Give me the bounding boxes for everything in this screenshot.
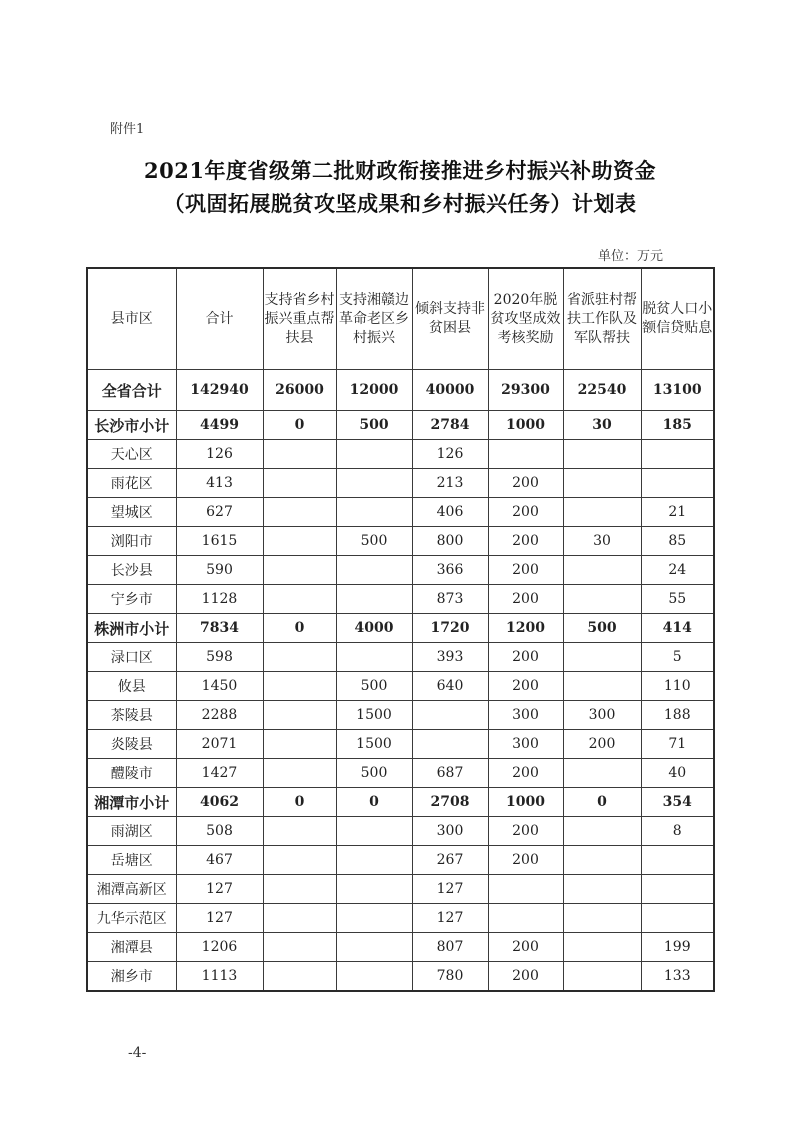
value-cell bbox=[563, 846, 641, 875]
value-cell bbox=[336, 904, 412, 933]
value-cell: 807 bbox=[412, 933, 488, 962]
value-cell bbox=[563, 556, 641, 585]
total-row bbox=[87, 370, 714, 411]
value-cell bbox=[412, 701, 488, 730]
value-cell bbox=[263, 904, 336, 933]
value-cell: 200 bbox=[488, 759, 563, 788]
value-cell bbox=[336, 933, 412, 962]
region-name-cell: 雨花区 bbox=[87, 469, 176, 498]
value-cell: 0 bbox=[336, 788, 412, 817]
value-cell: 40000 bbox=[412, 370, 488, 411]
value-cell: 0 bbox=[263, 411, 336, 440]
subtotal-row bbox=[87, 788, 714, 817]
value-cell bbox=[263, 962, 336, 992]
header-key-county-support: 支持省乡村振兴重点帮扶县 bbox=[263, 268, 336, 370]
value-cell bbox=[563, 759, 641, 788]
table-row bbox=[87, 962, 714, 992]
value-cell: 127 bbox=[412, 904, 488, 933]
value-cell bbox=[488, 904, 563, 933]
value-cell bbox=[563, 875, 641, 904]
value-cell: 354 bbox=[641, 788, 714, 817]
value-cell bbox=[336, 585, 412, 614]
value-cell bbox=[336, 846, 412, 875]
value-cell bbox=[336, 469, 412, 498]
value-cell: 200 bbox=[488, 556, 563, 585]
table-row bbox=[87, 440, 714, 469]
value-cell: 13100 bbox=[641, 370, 714, 411]
region-name-cell: 株洲市小计 bbox=[87, 614, 176, 643]
value-cell: 300 bbox=[412, 817, 488, 846]
value-cell bbox=[488, 440, 563, 469]
table-row bbox=[87, 875, 714, 904]
table-row bbox=[87, 701, 714, 730]
value-cell: 200 bbox=[488, 817, 563, 846]
value-cell bbox=[263, 875, 336, 904]
subtotal-row bbox=[87, 614, 714, 643]
value-cell: 71 bbox=[641, 730, 714, 759]
value-cell bbox=[336, 817, 412, 846]
value-cell: 590 bbox=[176, 556, 263, 585]
value-cell bbox=[263, 817, 336, 846]
value-cell: 12000 bbox=[336, 370, 412, 411]
table-row bbox=[87, 498, 714, 527]
value-cell: 8 bbox=[641, 817, 714, 846]
value-cell: 393 bbox=[412, 643, 488, 672]
value-cell bbox=[263, 730, 336, 759]
value-cell bbox=[336, 440, 412, 469]
value-cell bbox=[641, 469, 714, 498]
value-cell: 110 bbox=[641, 672, 714, 701]
value-cell: 55 bbox=[641, 585, 714, 614]
value-cell: 1000 bbox=[488, 411, 563, 440]
value-cell bbox=[263, 498, 336, 527]
region-name-cell: 茶陵县 bbox=[87, 701, 176, 730]
region-name-cell: 长沙县 bbox=[87, 556, 176, 585]
value-cell: 22540 bbox=[563, 370, 641, 411]
value-cell bbox=[263, 759, 336, 788]
header-county: 县市区 bbox=[87, 268, 176, 370]
value-cell bbox=[488, 875, 563, 904]
document-title-line1: 2021年度省级第二批财政衔接推进乡村振兴补助资金 bbox=[144, 158, 656, 183]
subtotal-row bbox=[87, 411, 714, 440]
region-name-cell: 望城区 bbox=[87, 498, 176, 527]
value-cell: 467 bbox=[176, 846, 263, 875]
value-cell: 24 bbox=[641, 556, 714, 585]
value-cell: 500 bbox=[336, 759, 412, 788]
value-cell bbox=[563, 962, 641, 992]
header-non-poor-county-support: 倾斜支持非贫困县 bbox=[412, 268, 488, 370]
header-total: 合计 bbox=[176, 268, 263, 370]
page-number: -4- bbox=[128, 1045, 147, 1061]
value-cell: 126 bbox=[176, 440, 263, 469]
table-row bbox=[87, 759, 714, 788]
value-cell: 21 bbox=[641, 498, 714, 527]
value-cell: 30 bbox=[563, 411, 641, 440]
value-cell: 2708 bbox=[412, 788, 488, 817]
value-cell bbox=[641, 904, 714, 933]
value-cell bbox=[263, 469, 336, 498]
value-cell: 29300 bbox=[488, 370, 563, 411]
value-cell bbox=[263, 672, 336, 701]
table-row bbox=[87, 585, 714, 614]
region-name-cell: 炎陵县 bbox=[87, 730, 176, 759]
value-cell bbox=[263, 527, 336, 556]
value-cell: 413 bbox=[176, 469, 263, 498]
value-cell: 1128 bbox=[176, 585, 263, 614]
value-cell: 687 bbox=[412, 759, 488, 788]
value-cell: 1206 bbox=[176, 933, 263, 962]
header-xianggan-revolutionary-area: 支持湘赣边革命老区乡村振兴 bbox=[336, 268, 412, 370]
value-cell: 200 bbox=[488, 933, 563, 962]
value-cell bbox=[563, 933, 641, 962]
table-row bbox=[87, 672, 714, 701]
value-cell bbox=[412, 730, 488, 759]
value-cell: 200 bbox=[488, 846, 563, 875]
value-cell: 1427 bbox=[176, 759, 263, 788]
attachment-label: 附件1 bbox=[110, 122, 145, 137]
value-cell: 200 bbox=[488, 962, 563, 992]
value-cell: 40 bbox=[641, 759, 714, 788]
funding-plan-table bbox=[86, 267, 715, 992]
value-cell: 200 bbox=[563, 730, 641, 759]
value-cell bbox=[641, 440, 714, 469]
value-cell: 4000 bbox=[336, 614, 412, 643]
value-cell bbox=[263, 701, 336, 730]
value-cell: 4062 bbox=[176, 788, 263, 817]
value-cell: 414 bbox=[641, 614, 714, 643]
value-cell: 300 bbox=[488, 730, 563, 759]
value-cell bbox=[641, 846, 714, 875]
value-cell bbox=[263, 440, 336, 469]
value-cell bbox=[336, 875, 412, 904]
table-body bbox=[87, 370, 714, 992]
value-cell: 640 bbox=[412, 672, 488, 701]
value-cell: 0 bbox=[263, 788, 336, 817]
value-cell: 500 bbox=[563, 614, 641, 643]
value-cell bbox=[563, 498, 641, 527]
table-row bbox=[87, 817, 714, 846]
value-cell: 185 bbox=[641, 411, 714, 440]
table-header-row bbox=[87, 268, 714, 370]
value-cell: 4499 bbox=[176, 411, 263, 440]
value-cell bbox=[641, 875, 714, 904]
table-row bbox=[87, 933, 714, 962]
region-name-cell: 攸县 bbox=[87, 672, 176, 701]
region-name-cell: 浏阳市 bbox=[87, 527, 176, 556]
value-cell: 800 bbox=[412, 527, 488, 556]
region-name-cell: 天心区 bbox=[87, 440, 176, 469]
value-cell bbox=[563, 817, 641, 846]
value-cell: 1113 bbox=[176, 962, 263, 992]
value-cell bbox=[336, 556, 412, 585]
value-cell: 366 bbox=[412, 556, 488, 585]
value-cell: 1500 bbox=[336, 701, 412, 730]
table-row bbox=[87, 846, 714, 875]
value-cell: 133 bbox=[641, 962, 714, 992]
value-cell: 200 bbox=[488, 527, 563, 556]
value-cell bbox=[563, 585, 641, 614]
value-cell: 200 bbox=[488, 585, 563, 614]
value-cell: 127 bbox=[176, 904, 263, 933]
value-cell: 0 bbox=[263, 614, 336, 643]
table-row bbox=[87, 904, 714, 933]
region-name-cell: 九华示范区 bbox=[87, 904, 176, 933]
table-row bbox=[87, 527, 714, 556]
region-name-cell: 醴陵市 bbox=[87, 759, 176, 788]
value-cell: 1200 bbox=[488, 614, 563, 643]
value-cell: 213 bbox=[412, 469, 488, 498]
value-cell: 127 bbox=[412, 875, 488, 904]
value-cell: 85 bbox=[641, 527, 714, 556]
value-cell: 1615 bbox=[176, 527, 263, 556]
header-village-work-team: 省派驻村帮扶工作队及军队帮扶 bbox=[563, 268, 641, 370]
region-name-cell: 长沙市小计 bbox=[87, 411, 176, 440]
value-cell: 508 bbox=[176, 817, 263, 846]
value-cell: 0 bbox=[563, 788, 641, 817]
value-cell bbox=[563, 672, 641, 701]
value-cell: 188 bbox=[641, 701, 714, 730]
value-cell bbox=[263, 933, 336, 962]
value-cell: 1720 bbox=[412, 614, 488, 643]
value-cell: 2071 bbox=[176, 730, 263, 759]
value-cell bbox=[563, 469, 641, 498]
value-cell bbox=[263, 585, 336, 614]
value-cell bbox=[263, 556, 336, 585]
value-cell: 30 bbox=[563, 527, 641, 556]
value-cell: 142940 bbox=[176, 370, 263, 411]
region-name-cell: 湘潭县 bbox=[87, 933, 176, 962]
value-cell: 1500 bbox=[336, 730, 412, 759]
value-cell: 127 bbox=[176, 875, 263, 904]
value-cell bbox=[336, 962, 412, 992]
value-cell: 500 bbox=[336, 672, 412, 701]
value-cell bbox=[336, 498, 412, 527]
region-name-cell: 湘潭市小计 bbox=[87, 788, 176, 817]
region-name-cell: 全省合计 bbox=[87, 370, 176, 411]
table-row bbox=[87, 643, 714, 672]
value-cell bbox=[563, 904, 641, 933]
value-cell: 26000 bbox=[263, 370, 336, 411]
value-cell: 406 bbox=[412, 498, 488, 527]
value-cell: 1000 bbox=[488, 788, 563, 817]
value-cell: 200 bbox=[488, 643, 563, 672]
value-cell: 300 bbox=[563, 701, 641, 730]
value-cell: 200 bbox=[488, 469, 563, 498]
value-cell: 873 bbox=[412, 585, 488, 614]
unit-label: 单位：万元 bbox=[598, 249, 664, 264]
value-cell: 627 bbox=[176, 498, 263, 527]
region-name-cell: 湘潭高新区 bbox=[87, 875, 176, 904]
value-cell: 5 bbox=[641, 643, 714, 672]
value-cell: 1450 bbox=[176, 672, 263, 701]
value-cell: 199 bbox=[641, 933, 714, 962]
value-cell: 300 bbox=[488, 701, 563, 730]
header-microcredit-interest: 脱贫人口小额信贷贴息 bbox=[641, 268, 714, 370]
value-cell: 7834 bbox=[176, 614, 263, 643]
value-cell: 2288 bbox=[176, 701, 263, 730]
value-cell: 598 bbox=[176, 643, 263, 672]
value-cell: 126 bbox=[412, 440, 488, 469]
value-cell bbox=[563, 440, 641, 469]
table-row bbox=[87, 556, 714, 585]
region-name-cell: 湘乡市 bbox=[87, 962, 176, 992]
region-name-cell: 雨湖区 bbox=[87, 817, 176, 846]
header-2020-assessment-reward: 2020年脱贫攻坚成效考核奖励 bbox=[488, 268, 563, 370]
value-cell bbox=[336, 643, 412, 672]
value-cell: 500 bbox=[336, 527, 412, 556]
table-row bbox=[87, 730, 714, 759]
document-title-line2: （巩固拓展脱贫攻坚成果和乡村振兴任务）计划表 bbox=[163, 191, 637, 216]
value-cell: 200 bbox=[488, 498, 563, 527]
region-name-cell: 岳塘区 bbox=[87, 846, 176, 875]
value-cell bbox=[263, 846, 336, 875]
value-cell: 2784 bbox=[412, 411, 488, 440]
value-cell bbox=[263, 643, 336, 672]
value-cell: 500 bbox=[336, 411, 412, 440]
table-row bbox=[87, 469, 714, 498]
value-cell: 267 bbox=[412, 846, 488, 875]
value-cell bbox=[563, 643, 641, 672]
value-cell: 200 bbox=[488, 672, 563, 701]
value-cell: 780 bbox=[412, 962, 488, 992]
region-name-cell: 渌口区 bbox=[87, 643, 176, 672]
region-name-cell: 宁乡市 bbox=[87, 585, 176, 614]
